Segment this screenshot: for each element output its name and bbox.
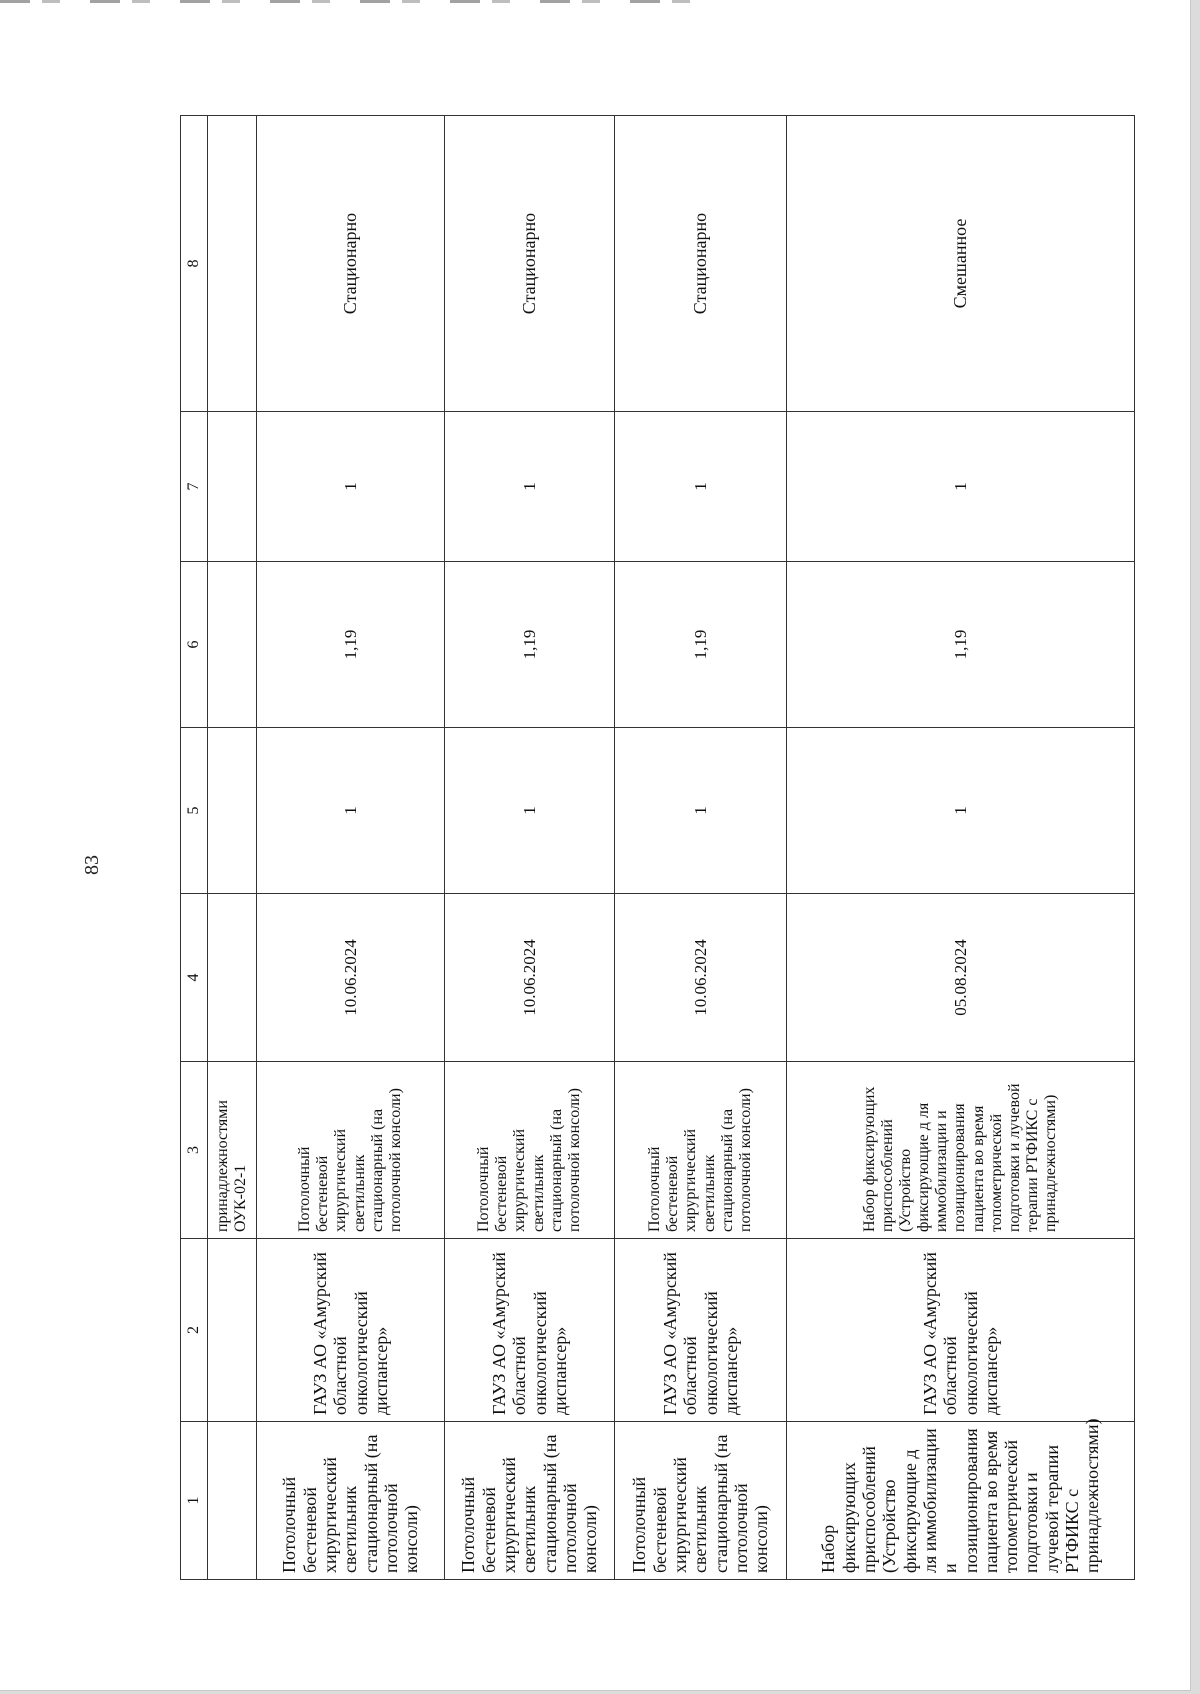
cell bbox=[208, 562, 257, 728]
cell-count: 1 bbox=[615, 412, 787, 562]
cell-date: 10.06.2024 bbox=[445, 894, 615, 1062]
cell-quantity: 1 bbox=[615, 728, 787, 894]
cell bbox=[208, 412, 257, 562]
cell-equipment-name: Потолочный бестеневой хирургический светильник стационарный (на потолочной консоли) bbox=[445, 1422, 615, 1580]
table-row bbox=[445, 116, 615, 1580]
cell-description: Набор фиксирующих приспособлений (Устройство фиксирующие д ля иммобилизации и позиционирования пациента во время топометрической подготовки и лучевой терапии РТФИКС с принадлежностями) bbox=[787, 1062, 1135, 1239]
cell-equipment-name: Потолочный бестеневой хирургический светильник стационарный (на потолочной консоли) bbox=[615, 1422, 787, 1580]
column-number: 4 bbox=[181, 894, 208, 1062]
column-number: 3 bbox=[181, 1062, 208, 1239]
cell-value: 1,19 bbox=[615, 562, 787, 728]
cell-organization: ГАУЗ АО «Амурский областной онкологический диспансер» bbox=[615, 1239, 787, 1422]
table-row bbox=[787, 116, 1135, 1580]
cell-mode: Стационарно bbox=[257, 116, 445, 412]
column-number: 2 bbox=[181, 1239, 208, 1422]
cell-date: 10.06.2024 bbox=[257, 894, 445, 1062]
cell-description: Потолочный бестеневой хирургический светильник стационарный (на потолочной консоли) bbox=[445, 1062, 615, 1239]
cell-date: 05.08.2024 bbox=[787, 894, 1135, 1062]
rotated-table-container bbox=[180, 116, 1122, 1580]
column-number-row bbox=[181, 116, 208, 1580]
cell-organization: ГАУЗ АО «Амурский областной онкологический диспансер» bbox=[257, 1239, 445, 1422]
cell-description: принадлежностями ОУК-02-1 bbox=[208, 1062, 257, 1239]
cell-equipment-name: Набор фиксирующих приспособлений (Устройство фиксирующие д ля иммобилизации и позиционирования пациента во время топометрической подготовки и лучевой терапии РТФИКС с принадлежностями) bbox=[787, 1422, 1135, 1580]
cell bbox=[208, 1239, 257, 1422]
cell-mode: Стационарно bbox=[445, 116, 615, 412]
cell-organization: ГАУЗ АО «Амурский областной онкологический диспансер» bbox=[445, 1239, 615, 1422]
cell-value: 1,19 bbox=[257, 562, 445, 728]
continuation-row bbox=[208, 116, 257, 1580]
cell-value: 1,19 bbox=[445, 562, 615, 728]
cell-count: 1 bbox=[787, 412, 1135, 562]
scan-artifact bbox=[0, 0, 720, 3]
cell-count: 1 bbox=[257, 412, 445, 562]
cell-equipment-name: Потолочный бестеневой хирургический светильник стационарный (на потолочной консоли) bbox=[257, 1422, 445, 1580]
cell-quantity: 1 bbox=[787, 728, 1135, 894]
cell bbox=[208, 894, 257, 1062]
column-number: 6 bbox=[181, 562, 208, 728]
cell-quantity: 1 bbox=[257, 728, 445, 894]
column-number: 1 bbox=[181, 1422, 208, 1580]
page-number: 83 bbox=[81, 855, 103, 875]
cell-count: 1 bbox=[445, 412, 615, 562]
cell-description: Потолочный бестеневой хирургический светильник стационарный (на потолочной консоли) bbox=[257, 1062, 445, 1239]
column-number: 8 bbox=[181, 116, 208, 412]
cell-date: 10.06.2024 bbox=[615, 894, 787, 1062]
cell bbox=[208, 1422, 257, 1580]
cell-quantity: 1 bbox=[445, 728, 615, 894]
table-row bbox=[257, 116, 445, 1580]
equipment-table bbox=[180, 115, 1135, 1580]
cell-value: 1,19 bbox=[787, 562, 1135, 728]
cell-organization: ГАУЗ АО «Амурский областной онкологический диспансер» bbox=[787, 1239, 1135, 1422]
cell bbox=[208, 728, 257, 894]
cell-mode: Смешанное bbox=[787, 116, 1135, 412]
cell bbox=[208, 116, 257, 412]
cell-description: Потолочный бестеневой хирургический светильник стационарный (на потолочной консоли) bbox=[615, 1062, 787, 1239]
table-row bbox=[615, 116, 787, 1580]
cell-mode: Стационарно bbox=[615, 116, 787, 412]
column-number: 7 bbox=[181, 412, 208, 562]
column-number: 5 bbox=[181, 728, 208, 894]
